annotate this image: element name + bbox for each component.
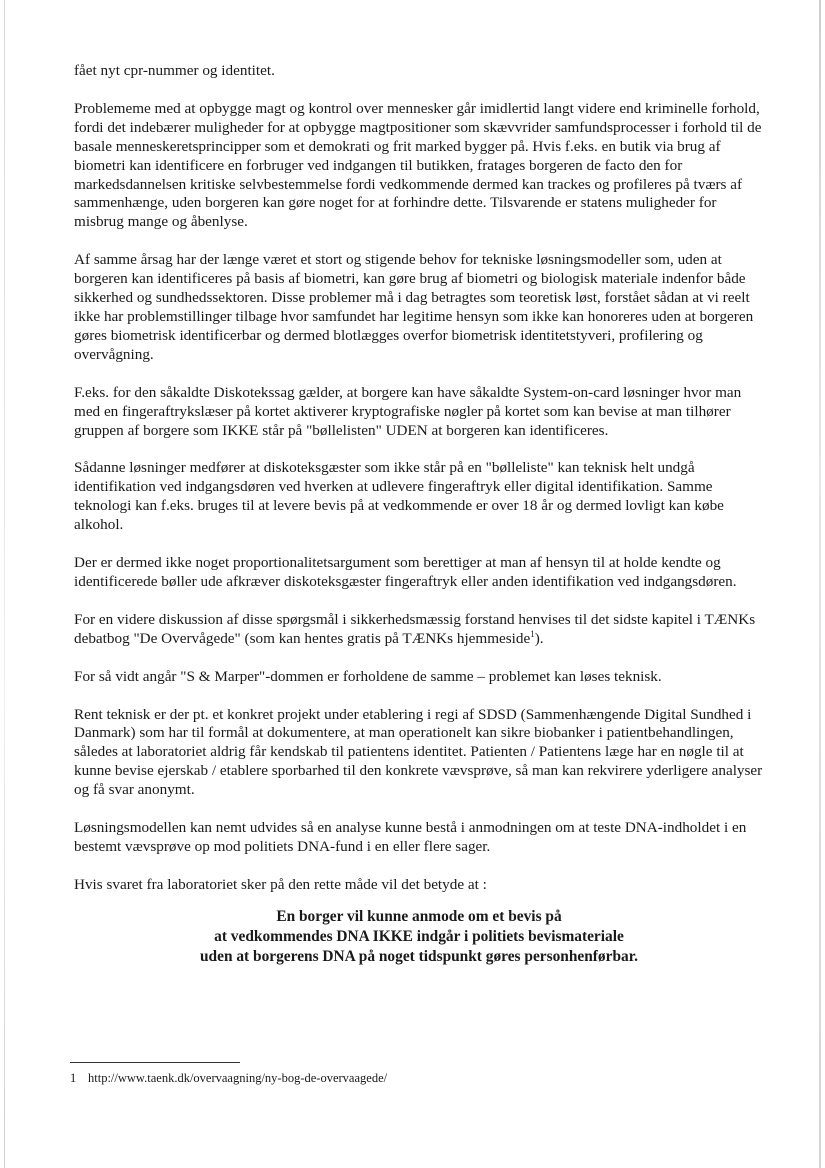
footnote-number: 1: [70, 1071, 77, 1085]
paragraph: Løsningsmodellen kan nemt udvides så en analyse kunne bestå i anmodningen om at teste DNA-indholdet i en bestemt vævsprøve op mod politiets DNA-fund i en eller flere sager.: [74, 819, 747, 855]
paragraph: Der er dermed ikke noget proportionalitetsargument som berettiger at man af hensyn til at holde kendte og identificerede bøller ude afkræver diskoteksgæster fingeraftryk eller anden identifikation ved indgangsdøren.: [74, 554, 737, 590]
paragraph: Problememe med at opbygge magt og kontrol over mennesker går imidlertid langt videre end kriminelle forhold, fordi det indebærer muligheder for at opbygge magtpositioner som skævvrider samfundsprocesser i forhold til de basale menneskeretsprincipper som et demokrati og frit marked bygger på. Hvis f.eks. en butik via brug af biometri kan identificere en forbruger ved indgangen til butikken, fratages borgeren de facto den for markedsdannelsen kritiske selvbestemmelse fordi vedkommende dermed kan trackes og profileres på tværs af sammenhænge, uden borgeren kan gøre noget for at forhindre dette. Tilsvarende er statens muligheder for misbrug mange og åbenlyse.: [74, 99, 762, 231]
document-body: [74, 62, 764, 967]
paragraph: For så vidt angår "S & Marper"-dommen er forholdene de samme – problemet kan løses teknisk.: [74, 667, 662, 685]
paragraph-debatbog: [74, 611, 764, 649]
paragraph: Sådanne løsninger medfører at diskoteksgæster som ikke står på en "bølleliste" kan teknisk helt undgå identifikation ved indgangsdøren ved hverken at udlevere fingeraftryk eller digital identifikation. Samme teknologi kan f.eks. bruges til at levere bevis på at vedkommende er over 18 år og dermed lovligt kan købe alkohol.: [74, 459, 724, 534]
conclusion-line: at vedkommendes DNA IKKE indgår i politiets bevismateriale: [214, 927, 624, 945]
scan-edge-left: [4, 0, 5, 1168]
paragraph: Af samme årsag har der længe været et stort og stigende behov for tekniske løsningsmodeller som, uden at borgeren kan identificeres på basis af biometri, kan gøre brug af biometri og biologisk materiale indenfor både sikkerhed og sundhedssektoren. Disse problemer må i dag betragtes som teoretisk løst, forstået sådan at vi reelt ikke har problemstillinger tilbage hvor samfundet har legitime hensyn som ikke kan honoreres uden at borgeren gøres biometrisk identificerbar og dermed blotlægges overfor biometrisk identitetstyveri, profilering og overvågning.: [74, 251, 754, 363]
conclusion-line: En borger vil kunne anmode om et bevis på: [276, 907, 562, 925]
footnote: [70, 1071, 670, 1086]
paragraph: fået nyt cpr-nummer og identitet.: [74, 62, 275, 79]
paragraph: Hvis svaret fra laboratoriet sker på den rette måde vil det betyde at :: [74, 875, 487, 893]
paragraph: Rent teknisk er der pt. et konkret projekt under etablering i regi af SDSD (Sammenhængende Digital Sundhed i Danmark) som har til formål at dokumentere, at man operationelt kan sikre biobanker i patientbehandlingen, således at laboratoriet aldrig får kendskab til patientens identitet. Patienten / Patientens læge har en nøgle til at kunne bevise ejerskab / etablere sporbarhed til den konkrete vævsprøve, så man kan rekvirere yderligere analyser og få svar anonymt.: [74, 705, 763, 799]
conclusion-line: uden at borgerens DNA på noget tidspunkt gøres personhenførbar.: [200, 947, 638, 965]
paragraph-tail: ).: [534, 629, 544, 647]
footnote-ref[interactable]: 1: [530, 628, 535, 639]
footnote-divider: [70, 1062, 240, 1063]
paragraph-text: For en videre diskussion af disse spørgsmål i sikkerhedsmæssig forstand henvises til det sidste kapitel i TÆNKs debatbog "De Overvågede" (som kan hentes gratis på TÆNKs hjemmeside: [74, 610, 756, 647]
conclusion-block: [74, 907, 764, 967]
footnote-link[interactable]: http://www.taenk.dk/overvaagning/ny-bog-de-overvaagede/: [88, 1071, 388, 1085]
scan-edge-right: [819, 0, 821, 1168]
paragraph: F.eks. for den såkaldte Diskotekssag gælder, at borgere kan have såkaldte System-on-card løsninger hvor man med en fingeraftrykslæser på kortet aktiverer kryptografiske nøgler på kortet som kan bevise at man tilhører gruppen af borgere som IKKE står på "bøllelisten" UDEN at borgeren kan identificeres.: [74, 383, 742, 439]
